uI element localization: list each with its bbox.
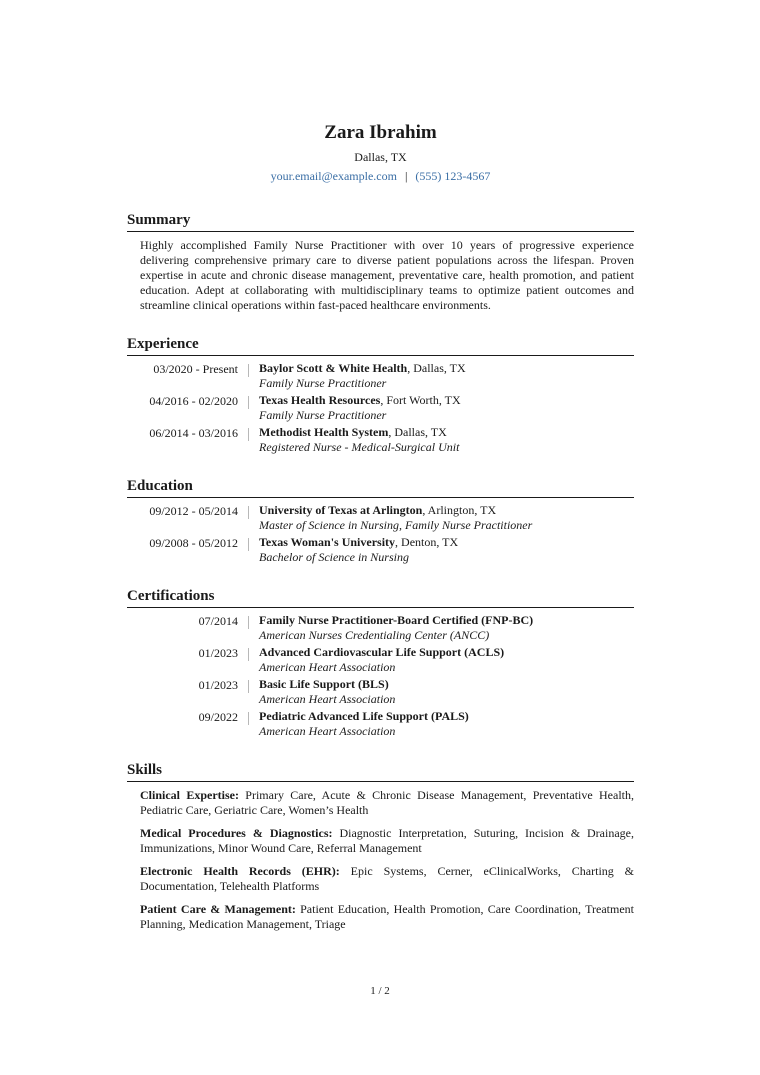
skill-text: Primary Care, Acute & Chronic Disease Management, Preventative Health, Pediatric Care, Geriatric Care, Women’s Health — [140, 788, 634, 817]
entry-body — [259, 535, 634, 565]
entry-location: , Fort Worth, TX — [380, 393, 461, 407]
entry-date: 09/2008 - 05/2012 — [149, 536, 238, 550]
experience-entry — [127, 425, 634, 455]
certification-entry — [127, 613, 634, 643]
entry-date: 01/2023 — [198, 678, 238, 692]
entry-body — [259, 393, 634, 423]
entry-location: , Denton, TX — [395, 535, 459, 549]
entry-body — [259, 613, 634, 643]
skill-label: Patient Care & Management: — [140, 902, 296, 916]
skill-item — [140, 826, 634, 856]
entry-body — [259, 645, 634, 675]
certification-issuer: American Heart Association — [259, 660, 396, 674]
page-number: 1 / 2 — [370, 985, 390, 997]
skill-item — [140, 902, 634, 932]
certification-issuer: American Heart Association — [259, 692, 396, 706]
phone-link[interactable]: (555) 123-4567 — [415, 169, 491, 183]
entry-divider — [248, 616, 249, 629]
summary-section — [127, 211, 634, 313]
certifications-section — [127, 587, 634, 739]
certification-entry — [127, 677, 634, 707]
certification-name: Basic Life Support (BLS) — [259, 677, 389, 691]
entry-body — [259, 425, 634, 455]
entry-title — [259, 503, 634, 518]
entry-body — [259, 677, 634, 707]
entry-divider — [248, 680, 249, 693]
skill-item — [140, 864, 634, 894]
certification-name: Pediatric Advanced Life Support (PALS) — [259, 709, 469, 723]
education-entry — [127, 503, 634, 533]
entry-location: , Dallas, TX — [388, 425, 447, 439]
entry-date: 04/2016 - 02/2020 — [149, 394, 238, 408]
skill-text: Diagnostic Interpretation, Suturing, Incision & Drainage, Immunizations, Minor Wound Care, Referral Management — [140, 826, 634, 855]
experience-entry — [127, 361, 634, 391]
certification-issuer: American Nurses Credentialing Center (ANCC) — [259, 628, 490, 642]
skills-section — [127, 761, 634, 932]
experience-section — [127, 335, 634, 455]
entry-org: University of Texas at Arlington — [259, 503, 423, 517]
entry-divider — [248, 712, 249, 725]
candidate-location: Dallas, TX — [354, 150, 407, 164]
entry-title — [259, 677, 634, 692]
entry-location: , Dallas, TX — [407, 361, 466, 375]
entry-org: Baylor Scott & White Health — [259, 361, 408, 375]
certification-entry — [127, 709, 634, 739]
entry-role: Family Nurse Practitioner — [259, 376, 387, 390]
entry-divider — [248, 538, 249, 551]
entry-divider — [248, 506, 249, 519]
section-title-summary: Summary — [127, 211, 634, 232]
resume-page — [127, 122, 634, 940]
skill-label: Clinical Expertise: — [140, 788, 239, 802]
education-entry — [127, 535, 634, 565]
entry-title — [259, 393, 634, 408]
education-list — [127, 503, 634, 565]
entry-title — [259, 709, 634, 724]
contact-line — [127, 169, 634, 183]
entry-title — [259, 645, 634, 660]
experience-list — [127, 361, 634, 455]
entry-date: 06/2014 - 03/2016 — [149, 426, 238, 440]
email-link[interactable]: your.email@example.com — [270, 169, 397, 183]
entry-date: 09/2012 - 05/2014 — [149, 504, 238, 518]
entry-divider — [248, 364, 249, 377]
skill-item — [140, 788, 634, 818]
entry-date: 09/2022 — [198, 710, 238, 724]
certification-name: Family Nurse Practitioner-Board Certified (FNP-BC) — [259, 613, 534, 627]
skill-label: Medical Procedures & Diagnostics: — [140, 826, 333, 840]
skill-text: Epic Systems, Cerner, eClinicalWorks, Charting & Documentation, Telehealth Platforms — [140, 864, 635, 893]
section-title-experience: Experience — [127, 335, 634, 356]
candidate-name: Zara Ibrahim — [324, 122, 437, 143]
education-section — [127, 477, 634, 565]
entry-divider — [248, 396, 249, 409]
entry-body — [259, 709, 634, 739]
skills-list — [140, 788, 634, 932]
entry-location: , Arlington, TX — [422, 503, 497, 517]
entry-title — [259, 361, 634, 376]
certification-issuer: American Heart Association — [259, 724, 396, 738]
entry-title — [259, 613, 634, 628]
section-title-certifications: Certifications — [127, 587, 634, 608]
entry-role: Registered Nurse - Medical-Surgical Unit — [259, 440, 460, 454]
skill-text: Patient Education, Health Promotion, Care Coordination, Treatment Planning, Medication Management, Triage — [140, 902, 634, 931]
entry-title — [259, 425, 634, 440]
entry-divider — [248, 648, 249, 661]
certification-entry — [127, 645, 634, 675]
entry-date: 07/2014 — [198, 614, 238, 628]
entry-body — [259, 361, 634, 391]
entry-org: Texas Woman's University — [259, 535, 396, 549]
entry-date: 03/2020 - Present — [153, 362, 238, 376]
entry-date: 01/2023 — [198, 646, 238, 660]
entry-divider — [248, 428, 249, 441]
entry-title — [259, 535, 634, 550]
section-title-education: Education — [127, 477, 634, 498]
entry-body — [259, 503, 634, 533]
certifications-list — [127, 613, 634, 739]
contact-separator: | — [404, 169, 408, 183]
entry-role: Family Nurse Practitioner — [259, 408, 387, 422]
entry-org: Texas Health Resources — [259, 393, 381, 407]
certification-name: Advanced Cardiovascular Life Support (ACLS) — [259, 645, 505, 659]
section-title-skills: Skills — [127, 761, 634, 782]
entry-degree: Master of Science in Nursing, Family Nurse Practitioner — [259, 518, 533, 532]
summary-text: Highly accomplished Family Nurse Practitioner with over 10 years of progressive experience delivering comprehensive primary care to diverse patient populations across the lifespan. Proven expertise in acute and chronic disease management, preventative care, health promotion, and patient education. Adept at collaborating with multidisciplinary teams to optimize patient outcomes and streamline clinical operations within fast-paced healthcare environments. — [140, 238, 634, 312]
experience-entry — [127, 393, 634, 423]
entry-org: Methodist Health System — [259, 425, 389, 439]
entry-degree: Bachelor of Science in Nursing — [259, 550, 409, 564]
skill-label: Electronic Health Records (EHR): — [140, 864, 340, 878]
